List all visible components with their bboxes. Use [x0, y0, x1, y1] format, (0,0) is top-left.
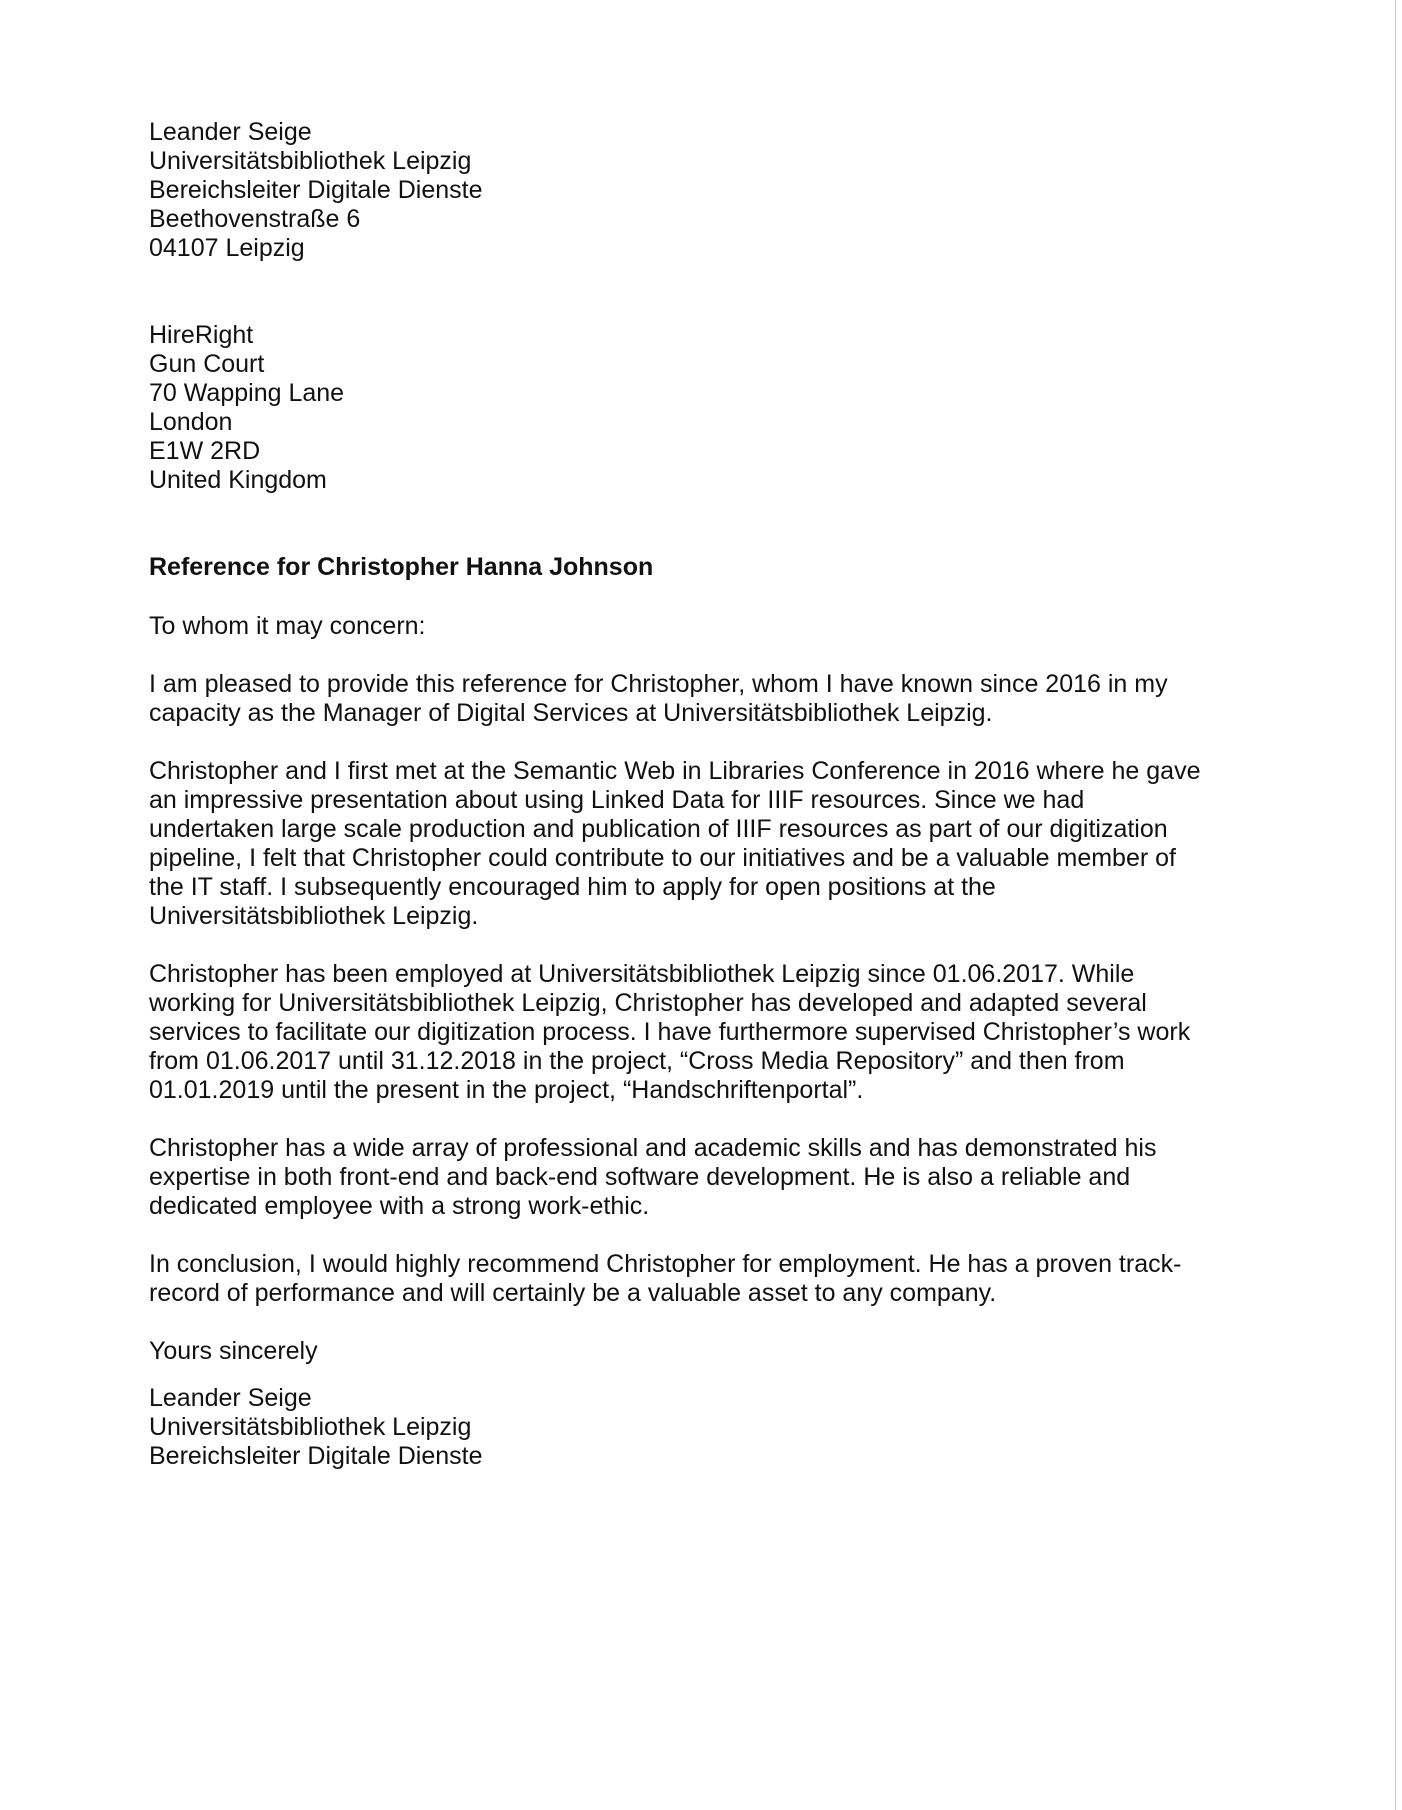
signature-block — [149, 1384, 1269, 1471]
paragraph-conclusion: In conclusion, I would highly recommend Christopher for employment. He has a proven track- record of performance and will certainly be a valuable asset to any company. — [149, 1250, 1182, 1307]
recipient-country: United Kingdom — [149, 466, 327, 494]
sender-address — [149, 118, 1269, 263]
letter-subject: Reference for Christopher Hanna Johnson — [149, 553, 654, 581]
paragraph-employment: Christopher has been employed at Universitätsbibliothek Leipzig since 01.06.2017. While working for Universitätsbibliothek Leipzig, Christopher has developed and adapted several services to facilitate our digitization process. I have furthermore supervised Christopher’s work from 01.06.2017 until 31.12.2018 in the project, “Cross Media Repository” and then from 01.01.2019 until the present in the project, “Handschriftenportal”. — [149, 960, 1191, 1104]
signature-name: Leander Seige — [149, 1384, 312, 1412]
recipient-address — [149, 321, 1269, 495]
recipient-building: Gun Court — [149, 350, 265, 378]
salutation: To whom it may concern: — [149, 612, 426, 640]
recipient-company: HireRight — [149, 321, 254, 349]
paragraph-skills: Christopher has a wide array of professional and academic skills and has demonstrated his expertise in both front-end and back-end software development. He is also a reliable and dedicated employee with a strong work-ethic. — [149, 1134, 1157, 1220]
closing: Yours sincerely — [149, 1337, 318, 1365]
sender-name: Leander Seige — [149, 118, 312, 146]
signature-institution: Universitätsbibliothek Leipzig — [149, 1413, 472, 1441]
sender-street: Beethovenstraße 6 — [149, 205, 361, 233]
sender-institution: Universitätsbibliothek Leipzig — [149, 147, 472, 175]
page-edge-divider — [1395, 0, 1396, 1810]
paragraph-first-meeting: Christopher and I first met at the Semantic Web in Libraries Conference in 2016 where he gave an impressive presentation about using Linked Data for IIIF resources. Since we had undertaken large scale production and publication of IIIF resources as part of our digitization pipeline, I felt that Christopher could contribute to our initiatives and be a valuable member of the IT staff. I subsequently encouraged him to apply for open positions at the Universitätsbibliothek Leipzig. — [149, 757, 1201, 930]
sender-title: Bereichsleiter Digitale Dienste — [149, 176, 483, 204]
signature-title: Bereichsleiter Digitale Dienste — [149, 1442, 483, 1470]
recipient-postcode: E1W 2RD — [149, 437, 261, 465]
sender-city: 04107 Leipzig — [149, 234, 305, 262]
recipient-street: 70 Wapping Lane — [149, 379, 345, 407]
paragraph-introduction: I am pleased to provide this reference for Christopher, whom I have known since 2016 in my capacity as the Manager of Digital Services at Universitätsbibliothek Leipzig. — [149, 670, 1168, 727]
reference-letter — [149, 118, 1269, 1471]
recipient-city: London — [149, 408, 233, 436]
